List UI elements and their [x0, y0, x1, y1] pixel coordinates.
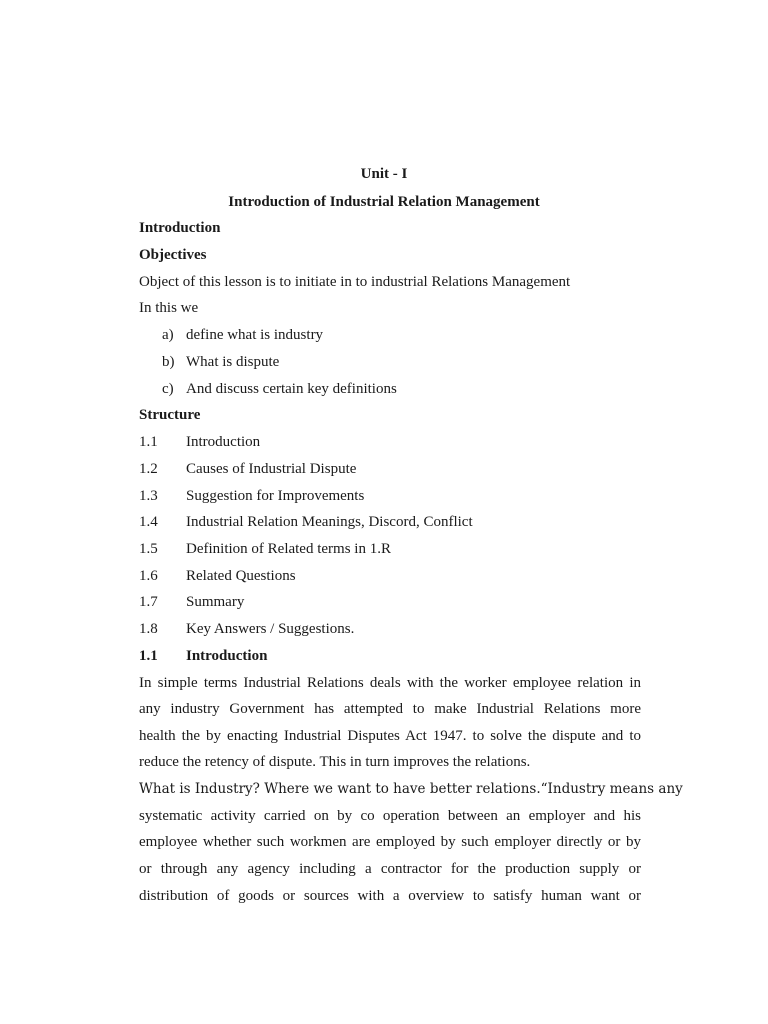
list-item-marker: b) [162, 354, 175, 370]
structure-item: Key Answers / Suggestions. [186, 621, 355, 637]
structure-item: Related Questions [186, 568, 296, 584]
in-this-we-text: In this we [139, 300, 199, 316]
structure-number: 1.3 [139, 488, 158, 504]
list-item-marker: a) [162, 327, 174, 343]
paragraph-line-start: What is Industry? Where we want to have better relations. [139, 781, 541, 797]
structure-item: Definition of Related terms in 1.R [186, 541, 391, 557]
section-number: 1.1 [139, 648, 158, 664]
structure-heading: Structure [139, 407, 201, 423]
structure-number: 1.8 [139, 621, 158, 637]
structure-item: Introduction [186, 434, 261, 450]
paragraph-line: reduce the retency of dispute. This in turn improves the relations. [139, 754, 531, 770]
structure-item: Industrial Relation Meanings, Discord, Conflict [186, 514, 473, 530]
section-heading: Introduction [186, 648, 268, 664]
paragraph-line-end: “Industry means any [540, 781, 683, 797]
objectives-heading: Objectives [139, 247, 207, 263]
objective-text: Object of this lesson is to initiate in to industrial Relations Management [139, 274, 571, 290]
structure-number: 1.5 [139, 541, 158, 557]
structure-item: Summary [186, 594, 245, 610]
list-item: What is dispute [186, 354, 280, 370]
paragraph-line: employee whether such workmen are employed by such employer directly or by [139, 834, 641, 850]
paragraph-line [139, 780, 683, 798]
paragraph-line: health the by enacting Industrial Disputes Act 1947. to solve the dispute and to [139, 728, 641, 744]
paragraph-line: systematic activity carried on by co operation between an employer and his [139, 808, 641, 824]
introduction-heading: Introduction [139, 220, 221, 236]
unit-title: Unit - I [360, 166, 408, 182]
structure-item: Suggestion for Improvements [186, 488, 365, 504]
paragraph-line: In simple terms Industrial Relations deals with the worker employee relation in [139, 675, 641, 691]
list-item: And discuss certain key definitions [186, 381, 397, 397]
list-item-marker: c) [162, 381, 174, 397]
structure-number: 1.4 [139, 514, 158, 530]
main-title: Introduction of Industrial Relation Management [228, 194, 540, 210]
structure-item: Causes of Industrial Dispute [186, 461, 357, 477]
structure-number: 1.2 [139, 461, 158, 477]
paragraph-line: any industry Government has attempted to make Industrial Relations more [139, 701, 641, 717]
list-item: define what is industry [186, 327, 324, 343]
paragraph-line: or through any agency including a contractor for the production supply or [139, 861, 641, 877]
structure-number: 1.1 [139, 434, 158, 450]
paragraph-line: distribution of goods or sources with a overview to satisfy human want or [139, 888, 641, 904]
structure-number: 1.7 [139, 594, 158, 610]
structure-number: 1.6 [139, 568, 158, 584]
